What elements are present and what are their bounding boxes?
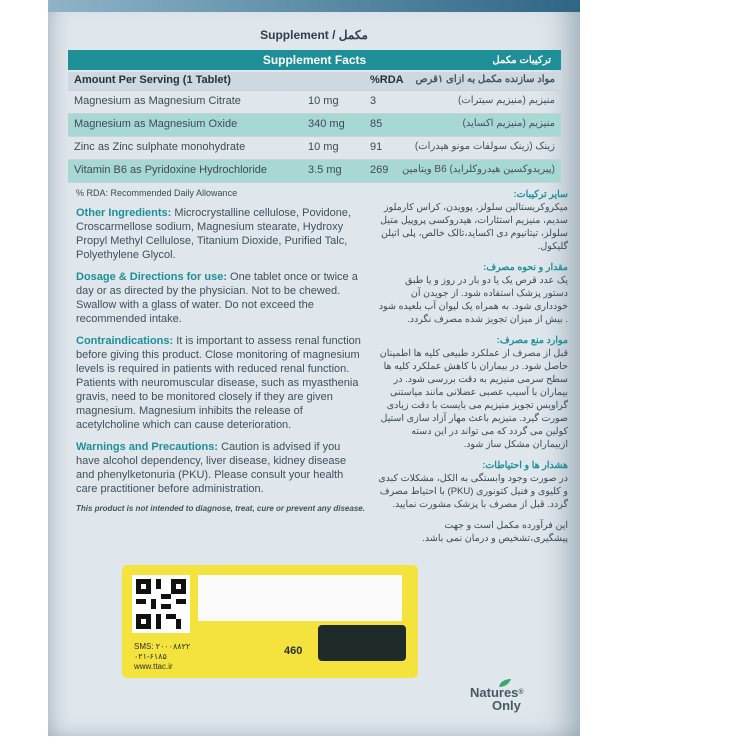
dosage-text: One tablet once or twice a day or as directed by the physician. Not to be chewed. Swallow with a glass of water. Do not exceed the recommended intake.: [76, 271, 358, 325]
disclaimer-fa: این فرآورده مکمل است و جهت پیشگیری،تشخیص و درمان نمی باشد.: [422, 520, 568, 544]
row-name: Zinc as Zinc sulphate monohydrate: [74, 141, 246, 153]
registered-mark: ®: [518, 689, 524, 696]
sticker-number: 460: [284, 645, 303, 657]
row-amount: 3.5 mg: [308, 164, 342, 176]
row-amount: 10 mg: [308, 95, 339, 107]
other-ingredients-text: Microcrystalline cellulose, Povidone, Croscarmellose sodium, Magnesium stearate, Hydroxy Propyl Methyl Cellulose, Titanium Dioxide, Purified Talc, Polyethylene Glycol.: [76, 207, 352, 261]
leaf-icon: [498, 678, 512, 688]
other-ingredients-text-fa: میکروکریستالین سلولز، پوویدن، کراس کارملوز سدیم، منیزیم استئارات، هیدروکسی پروپیل متیل سلولز، تیتانیوم دی اکساید،تالک خالص، پلی اتیلن گلیکول.: [380, 202, 568, 252]
header-name: Amount Per Serving (1 Tablet): [74, 74, 231, 86]
facts-title-fa: ترکیبات مکمل: [492, 54, 551, 66]
warnings-fa: [378, 459, 568, 511]
dosage: [76, 270, 366, 326]
dosage-heading-fa: مقدار و نحوه مصرف:: [483, 262, 568, 273]
row-rda: 3: [370, 95, 377, 107]
row-name: Magnesium as Magnesium Citrate: [74, 95, 241, 107]
dosage-fa: [378, 261, 568, 326]
sticker-web: www.ttac.ir: [134, 662, 173, 671]
top-color-strip: [48, 0, 580, 12]
disclaimer-en: This product is not intended to diagnose, treat, cure or prevent any disease.: [76, 504, 365, 513]
supplement-facts-table: [68, 72, 561, 183]
table-row: [68, 160, 561, 183]
row-name: Vitamin B6 as Pyridoxine Hydrochloride: [74, 164, 267, 176]
brand-logo: [470, 686, 570, 712]
other-ingredients-heading: Other Ingredients:: [76, 207, 172, 219]
row-rda: 85: [370, 118, 383, 130]
row-fa: ویتامین B6 (پیریدوکسین هیدروکلراید): [401, 164, 555, 175]
warnings-heading: Warnings and Precautions:: [76, 441, 219, 453]
contraindications-fa: [378, 334, 568, 451]
warnings: [76, 440, 366, 496]
contraindications-text-fa: قبل از مصرف از عملکرد طبیعی کلیه ها اطمینان حاصل شود. در بیماران با کاهش عملکرد کلیه ها سطح سرمی منیزیم به دقت بررسی شود. در بیماران با آسیب عصبی عضلانی مانند میاستنی گراویس تجویز منیزیم می بایست با دقت زیادی صورت گیرد. منیزیم باعث مهار آزاد سازی استیل کولین می گردد که می تواند در این دسته ازبیماران مشکل ساز شود.: [379, 348, 568, 450]
brand-line2: Only: [492, 698, 521, 713]
warnings-heading-fa: هشدار ها و احتیاطات:: [482, 460, 568, 471]
table-row: [68, 91, 561, 114]
qr-code-icon: [132, 575, 190, 633]
other-ingredients-heading-fa: سایر ترکیبات:: [513, 189, 568, 200]
row-rda: 91: [370, 141, 383, 153]
row-name: Magnesium as Magnesium Oxide: [74, 118, 238, 130]
row-amount: 10 mg: [308, 141, 339, 153]
row-fa: منیزیم (منیزیم سیترات): [457, 95, 555, 106]
table-row: [68, 114, 561, 137]
row-fa: منیزیم (منیزیم اکساید): [462, 118, 555, 129]
other-ingredients: [76, 206, 366, 262]
sticker-sms: SMS: ۲۰۰۰۸۸۲۲: [134, 642, 191, 651]
row-rda: 269: [370, 164, 389, 176]
warnings-text: Caution is advised if you have alcohol dependency, liver disease, kidney disease and phenylketonuria (PKU). Please consult your health care practitioner before administration.: [76, 441, 347, 495]
verification-sticker: [122, 565, 418, 678]
row-amount: 340 mg: [308, 118, 345, 130]
dosage-text-fa: یک عدد قرص یک یا دو بار در روز و یا طبق دستور پزشک استفاده شود. از جویدن آن خودداری شود. به همراه یک لیوان آب بلعیده شود . بیش از میزان تجویز شده مصرف نگردد.: [378, 275, 568, 325]
contraindications-text: It is important to assess renal function before giving this product. Close monitoring of magnesium levels is required in patients with reduced renal function. Patients with neuromuscular disease, such as myasthenia gravis, need to be monitored closely if they are given magnesium. Magnesium inhibits the release of acetylcholine which can cause deterioration.: [76, 335, 361, 431]
table-header: [68, 72, 561, 91]
table-row: [68, 137, 561, 160]
dosage-heading: Dosage & Directions for use:: [76, 271, 227, 283]
persian-column: [378, 188, 568, 553]
contraindications-heading: Contraindications:: [76, 335, 174, 347]
other-ingredients-fa: [378, 188, 568, 253]
scratch-panel: [318, 625, 406, 661]
contraindications: [76, 334, 366, 432]
row-fa: زینک (زینک سولفات مونو هیدرات): [414, 141, 555, 152]
facts-title-en: Supplement Facts: [262, 53, 367, 67]
warnings-text-fa: در صورت وجود وابستگی به الکل، مشکلات کبدی و کلیوی و فنیل کتونوری (PKU) با احتیاط مصرف گردد. قبل از مصرف با پزشک مشورت نمایید.: [378, 473, 568, 510]
sticker-info: [134, 642, 190, 672]
english-column: [76, 206, 366, 522]
supplement-facts-bar: [68, 50, 561, 70]
rda-note: % RDA: Recommended Daily Allowance: [76, 188, 238, 198]
contraindications-heading-fa: موارد منع مصرف:: [496, 335, 568, 346]
sticker-blank-area: [198, 575, 402, 621]
header-rda: %RDA: [370, 74, 404, 86]
brand-name: Natures: [470, 685, 519, 700]
page-title: Supplement / مکمل: [260, 28, 368, 42]
header-fa: مواد سازنده مکمل به ازای ۱قرص: [415, 74, 555, 85]
sticker-phone: ۰۲۱-۶۱۸۵: [134, 652, 167, 661]
